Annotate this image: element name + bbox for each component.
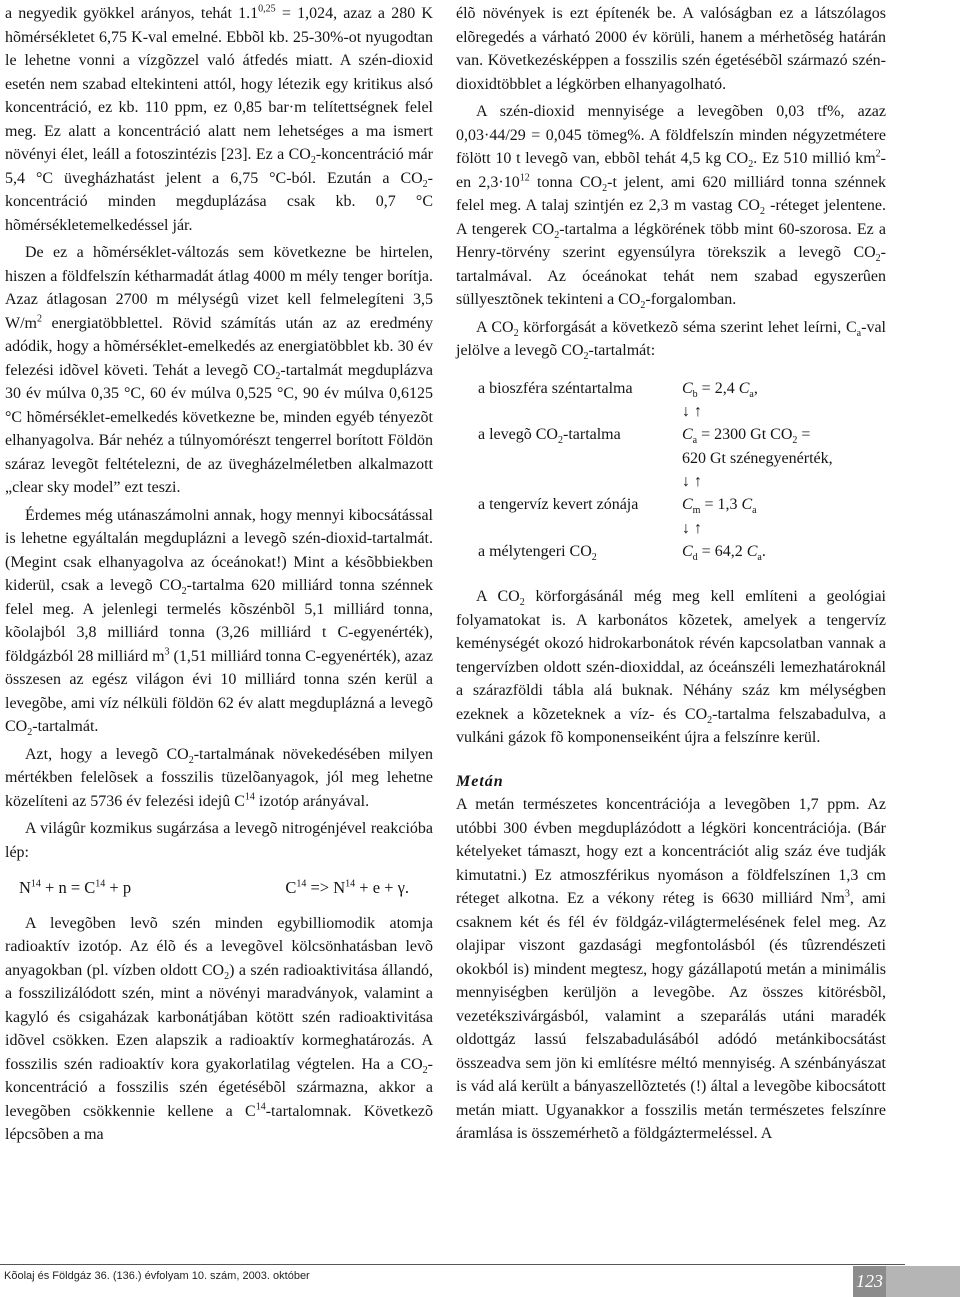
page-tab-decoration <box>886 1266 960 1297</box>
paragraph: A szén-dioxid mennyisége a levegõben 0,03 tf%, azaz 0,03·44/29 = 0,045 tömeg%. A földfelszín minden négyzetmétere fölött 10 t levegõ van, ebbõl tehát 4,5 kg $CO_2$. Ez 510 millió $km^2-en$ $2,3\cdot 10^{12}$ tonna $CO_2-t$ jelent, ami 620 milliárd tonna szénnek felel meg. A talaj szintjén ez 2,3 m vastag $CO_2$ -réteget jelentene. A tengerek $CO_2$-tartalma a légkörének több mint 60-szorosa. Ez a Henry-törvény szerint egyensúlyra törekszik a levegõ $CO_2$-tartalmával. Az óceánokat tehát nem szabad egyszerûen süllyesztõnek tekinteni a $CO_2$-forgalomban. <box>456 103 887 312</box>
exchange-arrows-icon: ↓↑ <box>682 519 706 537</box>
cycle-label: a bioszféra széntartalma <box>478 379 633 397</box>
left-column <box>5 2 433 1147</box>
reaction-equations <box>19 876 409 900</box>
paragraph: a negyedik gyökkel arányos, tehát $1.1^{0,25} = 1,024$, azaz a 280 K hõmérsékletet 6,75 K-val emelné. Ebbõl kb. 25-30%-ot nyugodtan le lehetne vonni a vízgõzzel való átfedés miatt. A szén-dioxid esetén nem szabad eltekinteni attól, hogy létezik egy kritikus alsó koncentráció, ez kb. 110 ppm, ez 0,85 bar·m telítettségnek felel meg. Ez alatt a koncentráció alatt nem lehetséges a ma ismert növényi élet, leáll a fotoszintézis [23]. Ez a $CO_2$-koncentráció már 5,4 °C üvegházhatást jelent a 6,75 °C-ból. Ezután a $CO_2$-koncentráció minden megduplázása csak kb. 0,7 °C hõmérsékletemelkedéssel jár. <box>5 3 434 234</box>
cycle-value: $C_a = 2300$ Gt $CO_2$ = <box>682 426 811 447</box>
cycle-row <box>478 377 886 401</box>
equation-nitrogen-capture: $N^{14} + n = C^{14} + p$ <box>19 878 132 897</box>
section-title: Metán <box>456 772 504 790</box>
cycle-row <box>478 423 886 447</box>
paragraph: Azt, hogy a levegõ $CO_2$-tartalmának növekedésében milyen mértékben felelõsek a fosszilis tüzelõanyagok, jól meg lehetne közelíteni az 5736 év felezési idejû $C^{14}$ izotóp arányával. <box>5 745 434 810</box>
paragraph: élõ növények is ezt építenék be. A valóságban ez a látszólagos elõregedés a várható 2000 év körüli, hanem a mérhetõség határán van. Következésképpen a fosszilis szén égetésébõl származó szén-dioxidtöbblet a légkörben elhanyagolható. <box>456 5 886 93</box>
exchange-arrows-icon: ↓↑ <box>682 403 706 420</box>
paragraph: A $CO_2$ körforgásánál még meg kell említeni a geológiai folyamatokat is. A karbonátos kõzetek, amelyek a tengervíz keménységét okozó hidrokarbonátok révén kapcsolatban vannak a tengervízben oldott szén-dioxiddal, az óceánszéli lemezhatároknál a szárazföldi tábla alá buknak. Néhány száz km mélységben ezeknek a kõzeteknek a víz- és $CO_2$-tartalma felszabadulva, a vulkáni gázok fõ komponenseiként újra a felszínre kerül. <box>456 588 886 746</box>
cycle-value: $C_d = 64,2$ $C_a$. <box>682 542 766 563</box>
paragraph: A metán természetes koncentrációja a levegõben 1,7 ppm. Az utóbbi 300 évben megduplázódott a légköri koncentrációja. (Bár kételyeket támaszt, hogy ezt a koncentrációt alig száz éve tudják kimutatni.) Ez atmoszférikus nyomáson a földfelszínen 1,3 cm réteget alkotna. Ez a vékony réteg is 6630 milliárd Nm$^3$, ami csaknem két és fél év földgáz-világtermelésének felel meg. Az olajipar viszont gazdasági megfontolásból (és tûzrendészeti okokból is) mindent megtesz, hogy gázállapotú metán a minimális mennyiségben kerüljön a levegõbe. Az összes kitörésbõl, vezetékszivárgásból, valamint a szeparálás utáni maradék oldottgáz lassú felszabadulásából adódó metánkibocsátást összeadva sem jön ki említésre méltó mennyiség. A szénbányászat is vád alá került a bányaszellõztetés (!) által a levegõbe kibocsátott metán miatt. Ugyanakkor a fosszilis metán természetes felszínre áramlása is összemérhetõ a földgáztermeléssel. A <box>456 796 887 1142</box>
journal-footer: Kõolaj és Földgáz 36. (136.) évfolyam 10. szám, 2003. október <box>4 1270 310 1282</box>
cycle-label: a levegõ $CO_2$-tartalma <box>478 426 621 447</box>
exchange-arrows-icon: ↓↑ <box>682 473 706 490</box>
co2-cycle-scheme <box>478 377 886 564</box>
cycle-value-continuation: 620 Gt szénegyenérték, <box>682 449 833 467</box>
paragraph: De ez a hõmérséklet-változás sem következne be hirtelen, hiszen a földfelszín kétharmadát átlag 4000 m mély tenger borítja. Azaz átlagosan 2700 m mélységû vizet kell felmelegíteni 3,5 $W/m^2$ energiatöbblettel. Rövid számítás után az az eredmény adódik, hogy a hõmérséklet-emelkedés az energiatöbblet kb. 30 év felezési idõvel követi. Tehát a levegõ $CO_2$-tartalmát megduplázva 30 év múlva 0,35 °C, 60 év múlva 0,525 °C, 90 év múlva 0,6125 °C hõmérséklet-emelkedés következne be, minden egyéb tényezõt elhanyagolva. Bár nehéz a túlnyomórészt tengerrel borított Földön száraz levegõt feltételezni, de az üvegházelméletben alkalmazott „clear sky model” ezt teszi. <box>5 244 434 496</box>
cycle-row <box>478 493 886 517</box>
footer-divider <box>0 1264 905 1265</box>
cycle-label: a mélytengeri $CO_2$ <box>478 542 597 563</box>
paragraph: Érdemes még utánaszámolni annak, hogy mennyi kibocsátással is lehetne egyáltalán megduplázni a levegõ szén-dioxid-tartalmát. (Megint csak elhanyagolva az óceánokat!) Mint a késõbbiekben kiderül, csak a levegõ $CO_2$-tartalma 620 milliárd tonna szénnek felel meg. A jelenlegi termelés kõszénbõl 5,1 milliárd tonna, kõolajból 3,8 milliárd tonna (3,26 milliárd t C-egyenérték), földgázból 28 milliárd $m^3$ (1,51 milliárd tonna C-egyenérték), azaz összesen az egész világon évi 10 milliárd tonna szén kerül a levegõbe, ami víz nélküli földön 62 év alatt megduplázná a levegõ $CO_2$-tartalmát. <box>5 506 433 739</box>
page-number: 123 <box>853 1266 886 1297</box>
cycle-value: $C_b = 2,4$ $C_a$, <box>682 379 758 400</box>
paragraph: A $CO_2$ körforgását a következõ séma szerint lehet leírni, $C_a$-val jelölve a levegõ $CO_2$-tartalmát: <box>456 318 886 363</box>
cycle-label: a tengervíz kevert zónája <box>478 496 639 513</box>
paragraph: A világûr kozmikus sugárzása a levegõ nitrogénjével reakcióba lép: <box>5 820 433 861</box>
right-column <box>456 2 886 1146</box>
cycle-row <box>478 540 886 564</box>
paragraph: A levegõben levõ szén minden egybilliomodik atomja radioaktív izotóp. Az élõ és a levegõvel kölcsönhatásban levõ anyagokban (pl. vízben oldott $CO_2$) a szén radioaktivitása állandó, a fosszilizálódott szén, mint a növényi maradványok, valamint a kagyló és csigaházak karbonátjában kötött szén radioaktivitása idõvel csökken. Ezen alapszik a radioaktív kormeghatározás. A fosszilis szén radioaktív kora gyakorlatilag végtelen. Ha a $CO_2$-koncentráció a fosszilis szén égetésébõl származna, akkor a levegõben csökkennie kellene a $C^{14}$-tartalomnak. Következõ lépcsõben a ma <box>5 914 433 1143</box>
cycle-value: $C_m = 1,3$ $C_a$ <box>682 496 757 517</box>
equation-carbon-decay: $C^{14} => N^{14} + e + \gamma$. <box>285 878 409 897</box>
